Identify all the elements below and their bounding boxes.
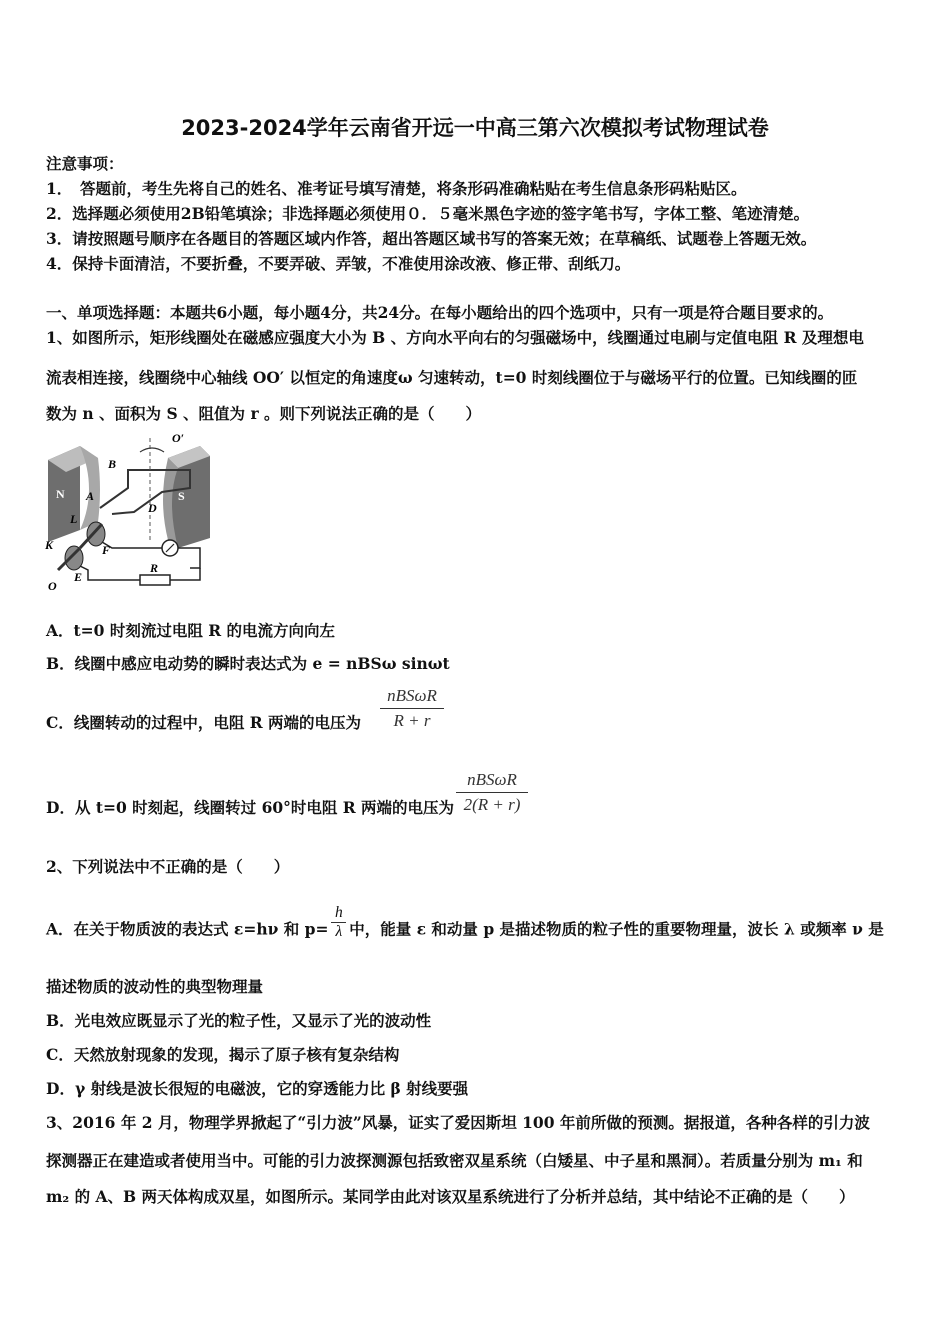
q3-stem-line: 3、2016 年 2 月，物理学界掀起了“引力波”风暴，证实了爱因斯坦 100 年前所做的预测。据报道，各种各样的引力波: [46, 1113, 870, 1132]
q1-stem-line: 流表相连接，线圈绕中心轴线 OO′ 以恒定的角速度ω 匀速转动，t=0 时刻线圈位于与磁场平行的位置。已知线圈的匝: [46, 368, 858, 387]
figure-label: F: [102, 543, 111, 557]
notice-item: 4．保持卡面清洁，不要折叠，不要弄破、弄皱，不准使用涂改液、修正带、刮纸刀。: [46, 254, 631, 273]
page-title: 2023-2024学年云南省开远一中高三第六次模拟考试物理试卷: [181, 116, 769, 140]
figure-label: N: [56, 487, 65, 501]
fraction-denominator: 2(R + r): [463, 795, 521, 814]
figure-label: K: [45, 538, 54, 552]
figure-label: R: [150, 561, 159, 575]
q1-option-a: A．t=0 时刻流过电阻 R 的电流方向向左: [46, 621, 336, 640]
fraction-numerator: h: [334, 904, 343, 921]
q1-option-c: C．线圈转动的过程中，电阻 R 两端的电压为: [46, 713, 362, 732]
notice-item: 1． 答题前，考生先将自己的姓名、准考证号填写清楚，将条形码准确粘贴在考生信息条形码粘贴区。: [46, 179, 747, 198]
notice-item: 3．请按照题号顺序在各题目的答题区域内作答，超出答题区域书写的答案无效；在草稿纸、试题卷上答题无效。: [46, 229, 817, 248]
q3-stem-line: m₂ 的 A、B 两天体构成双星，如图所示。某同学由此对该双星系统进行了分析并总结，其中结论不正确的是（ ）: [46, 1187, 855, 1206]
q1-option-b: B．线圈中感应电动势的瞬时表达式为 e = nBSω sinωt: [46, 654, 450, 673]
figure-label: O′: [172, 431, 185, 445]
section-heading: 一、单项选择题：本题共6小题，每小题4分，共24分。在每小题给出的四个选项中，只有一项是符合题目要求的。: [46, 303, 834, 322]
fraction-d: [456, 770, 528, 815]
fraction-h-lambda: [331, 904, 346, 941]
figure-label: D: [148, 501, 157, 515]
generator-figure: [40, 430, 220, 595]
q2-stem: 2、下列说法中不正确的是（ ）: [46, 857, 290, 876]
q2-option-b: B．光电效应既显示了光的粒子性，又显示了光的波动性: [46, 1011, 432, 1030]
figure-label: B: [108, 457, 117, 471]
fraction-numerator: nBSωR: [387, 686, 437, 705]
q1-stem-line: 1、如图所示，矩形线圈处在磁感应强度大小为 B 、方向水平向右的匀强磁场中，线圈通过电刷与定值电阻 R 及理想电: [46, 328, 864, 347]
q2-option-c: C．天然放射现象的发现，揭示了原子核有复杂结构: [46, 1045, 400, 1064]
notice-item: 2．选择题必须使用2B铅笔填涂；非选择题必须使用０．５毫米黑色字迹的签字笔书写，字体工整、笔迹清楚。: [46, 204, 810, 223]
q3-stem-line: 探测器正在建造或者使用当中。可能的引力波探测源包括致密双星系统（白矮星、中子星和黑洞）。若质量分别为 m₁ 和: [46, 1151, 863, 1170]
q1-option-d: D．从 t=0 时刻起，线圈转过 60°时电阻 R 两端的电压为: [46, 798, 455, 817]
q2-option-a: [46, 904, 884, 949]
figure-label: E: [74, 570, 83, 584]
fraction-denominator: λ: [331, 922, 346, 941]
q2-option-a-post: 中，能量 ε 和动量 p 是描述物质的粒子性的重要物理量，波长 λ 或频率 ν 是: [349, 919, 884, 939]
figure-label: S: [178, 489, 185, 503]
figure-label: A: [86, 489, 95, 503]
fraction-numerator: nBSωR: [467, 770, 517, 789]
fraction-denominator: R + r: [393, 711, 431, 730]
q2-option-a-pre: A．在关于物质波的表达式 ε=hν 和 p=: [46, 919, 329, 939]
figure-label: L: [70, 512, 78, 526]
q1-stem-line: 数为 n 、面积为 S 、阻值为 r 。则下列说法正确的是（ ）: [46, 404, 482, 423]
figure-label: O: [48, 579, 57, 593]
notice-heading: 注意事项：: [46, 154, 124, 173]
fraction-c: [380, 686, 444, 731]
q2-option-a-cont: 描述物质的波动性的典型物理量: [46, 977, 264, 996]
q2-option-d: D．γ 射线是波长很短的电磁波，它的穿透能力比 β 射线要强: [46, 1079, 469, 1098]
